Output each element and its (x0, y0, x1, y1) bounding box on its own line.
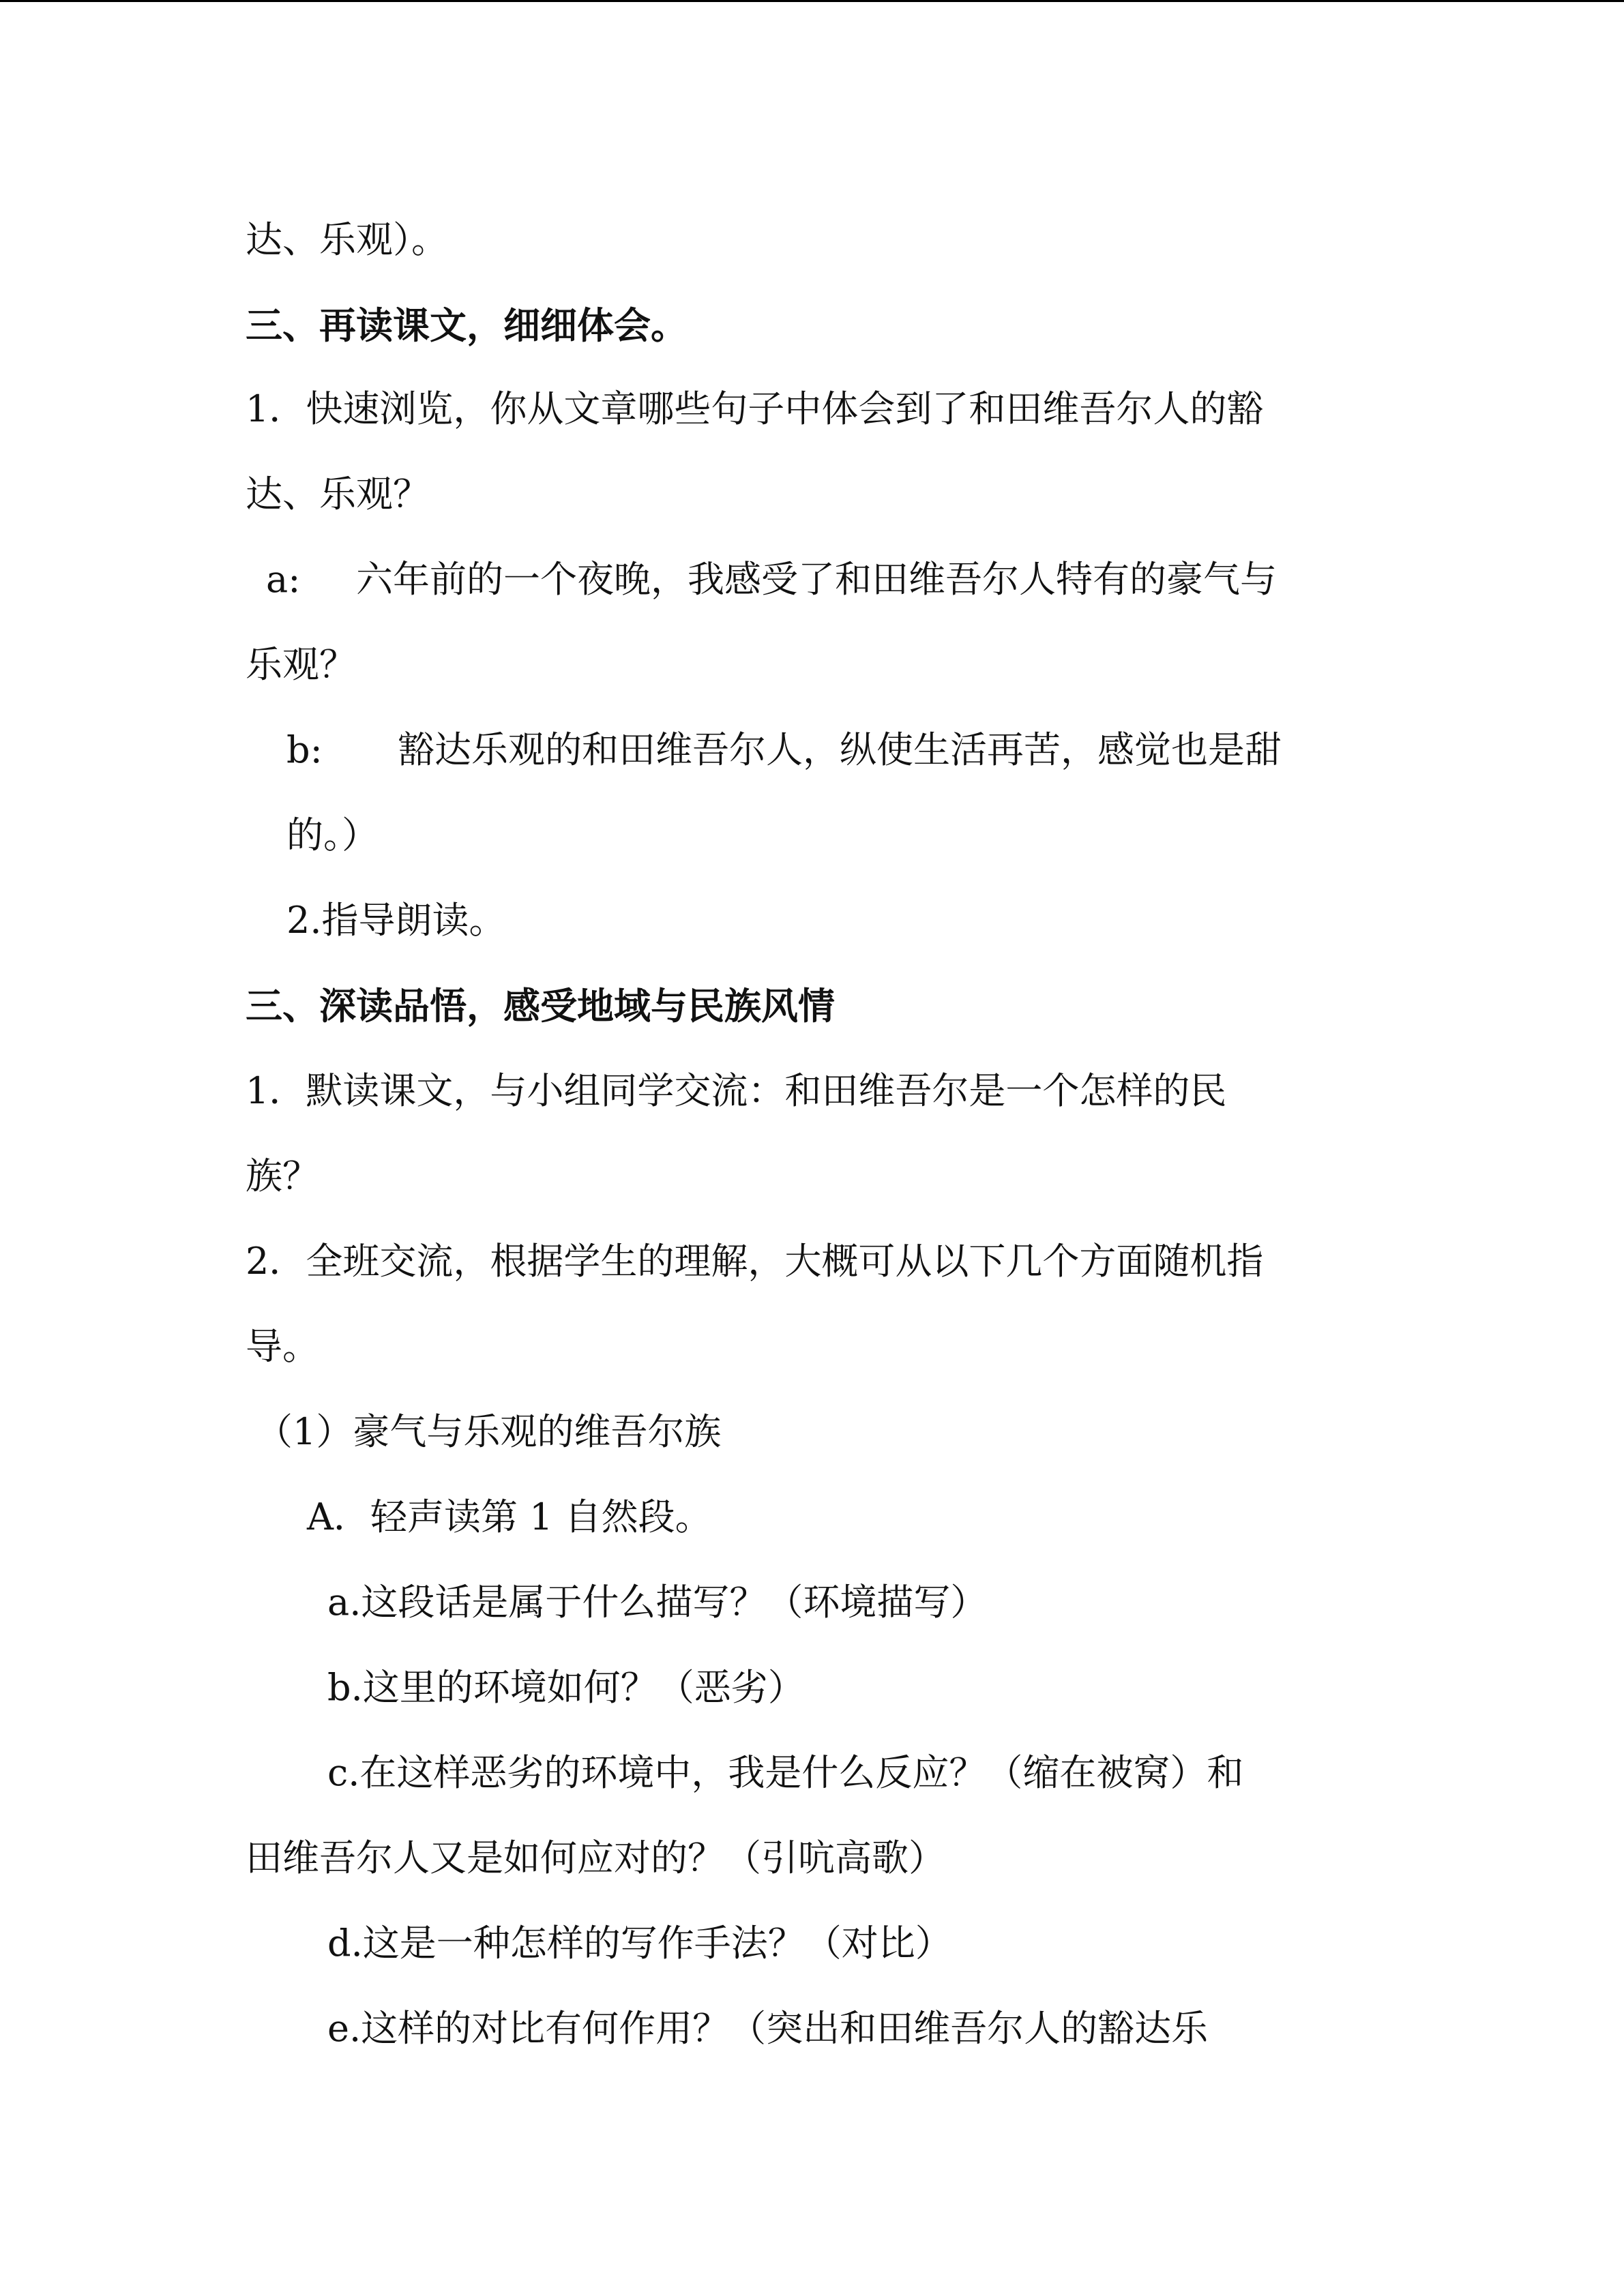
section-heading: 三、深读品悟，感受地域与民族风情 (246, 984, 835, 1028)
question-line: b.这里的环境如何？（恶劣） (327, 1666, 805, 1709)
text-line: 达、乐观）。 (246, 218, 448, 261)
subsection-title: （1）豪气与乐观的维吾尔族 (256, 1410, 722, 1453)
item-marker: a: (266, 558, 301, 601)
text-line: 族？ (246, 1154, 319, 1197)
text-line: 豁达乐观的和田维吾尔人，纵使生活再苦，感觉也是甜 (398, 728, 1282, 771)
text-line: 六年前的一个夜晚，我感受了和田维吾尔人特有的豪气与 (356, 558, 1277, 601)
text-line: 2．全班交流，根据学生的理解，大概可从以下几个方面随机指 (246, 1240, 1264, 1283)
text-line: 达、乐观？ (246, 473, 430, 516)
text-line: 乐观？ (246, 643, 356, 686)
question-line: e.这样的对比有何作用？（突出和田维吾尔人的豁达乐 (327, 2007, 1209, 2050)
text-line: 2.指导朗读。 (286, 899, 506, 942)
question-line: a.这段话是属于什么描写？（环境描写） (327, 1581, 988, 1624)
question-line: c.在这样恶劣的环境中，我是什么反应？（缩在被窝）和 (327, 1751, 1244, 1794)
question-line: 田维吾尔人又是如何应对的？（引吭高歌） (246, 1836, 945, 1879)
text-line: 1．快速浏览，你从文章哪些句子中体会到了和田维吾尔人的豁 (246, 387, 1264, 430)
question-line: d.这是一种怎样的写作手法？（对比） (327, 1922, 952, 1965)
text-line: 1．默读课文，与小组同学交流：和田维吾尔是一个怎样的民 (246, 1069, 1227, 1112)
section-heading: 三、再读课文，细细体会。 (246, 303, 688, 347)
text-line: 的。） (286, 814, 379, 856)
text-line: 导。 (246, 1325, 319, 1368)
item-marker: b: (286, 728, 323, 771)
text-line: A．轻声读第 1 自然段。 (307, 1495, 712, 1538)
